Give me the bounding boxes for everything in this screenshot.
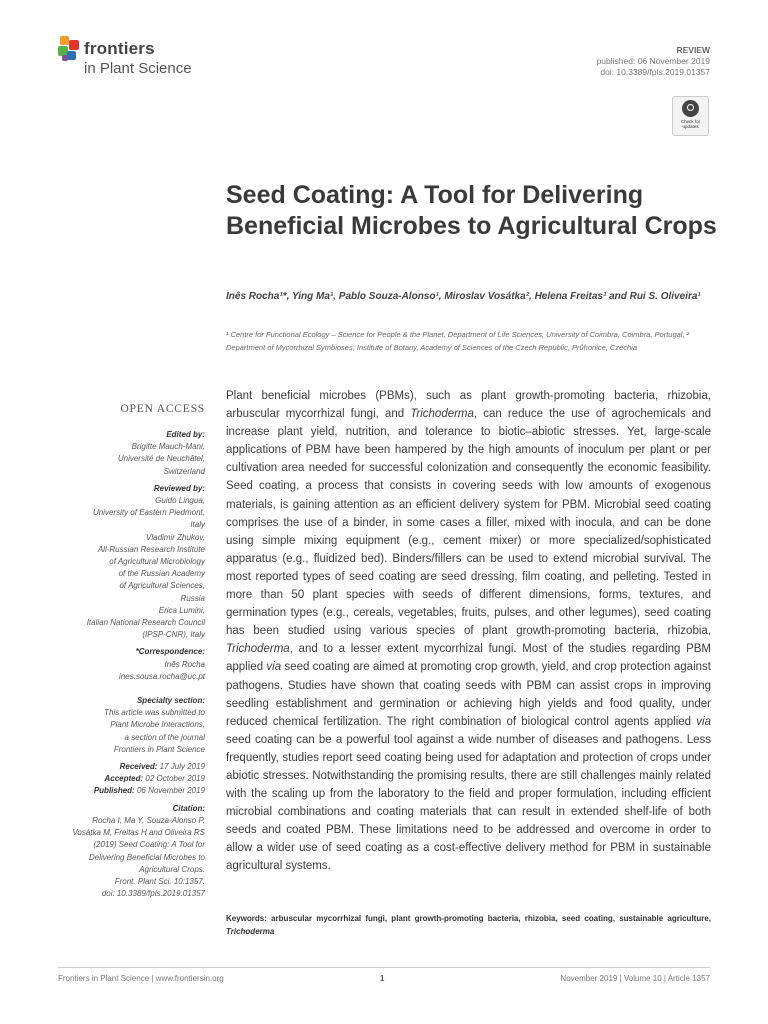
specialty-section-block (58, 695, 205, 756)
abstract-italic: via (696, 715, 711, 728)
frontiers-logo[interactable] (58, 36, 208, 86)
reviewer-line: (IPSP-CNR), Italy (142, 630, 205, 640)
check-updates-label: Check for updates (680, 119, 701, 129)
published-date: published: 06 November 2019 (596, 56, 710, 66)
editor-line: Université de Neuchâtel, (117, 454, 205, 464)
editor-line: Switzerland (163, 466, 205, 476)
reviewed-by-block (58, 483, 205, 642)
frontiers-logo-icon (58, 36, 82, 62)
keywords (226, 913, 711, 938)
correspondence-email[interactable]: ines.sousa.rocha@uc.pt (119, 671, 205, 681)
citation-doi[interactable]: doi: 10.3389/fpls.2019.01357 (101, 889, 205, 899)
accepted-date: 02 October 2019 (145, 774, 205, 784)
correspondence-name: Inês Rocha (164, 659, 205, 669)
check-updates-icon (682, 100, 699, 117)
footer-volume-info: November 2019 | Volume 10 | Article 1357 (560, 974, 710, 983)
received-date: 17 July 2019 (159, 762, 205, 772)
keywords-italic: Trichoderma (226, 926, 275, 936)
article-info-sidebar (58, 429, 205, 905)
reviewer-line: of Agricultural Sciences, (119, 581, 205, 591)
abstract-segment: Plant beneficial microbes (PBMs), such as plant growth-promoting bacteria, rhizobia, arbuscular mycorrhizal fungi, and (226, 390, 711, 421)
correspondence-label: *Correspondence: (135, 647, 205, 657)
reviewer-line: Italian National Research Council (86, 618, 205, 628)
abstract-italic: Trichoderma (410, 408, 474, 421)
article-header-meta (597, 45, 710, 78)
edited-by-label: Edited by: (166, 430, 205, 439)
reviewer-line: Italy (190, 520, 205, 530)
abstract-italic: via (266, 661, 282, 674)
reviewer-line: of Agricultural Microbiology (109, 557, 205, 567)
abstract-segment: seed coating are aimed at promoting crop growth, yield, and crop protection against pathogens. Studies have shown that coating seeds with PBM can assist crops in improving seedling establishment and germination or achieving high yields and food quality, under reduced chemical fertilization. The right combination of biological control agents applied (226, 661, 711, 728)
reviewer-line: Guido Lingua, (155, 496, 205, 506)
specialty-line: Frontiers in Plant Science (113, 744, 205, 754)
dates-block (58, 761, 205, 798)
open-access-label: OPEN ACCESS (120, 403, 205, 415)
specialty-line: a section of the journal (124, 732, 205, 742)
reviewer-line: Vladimir Zhukov, (146, 532, 205, 542)
journal-name: in Plant Science (84, 60, 192, 77)
citation-line: (2019) Seed Coating: A Tool for (93, 840, 205, 850)
edited-by-block (58, 429, 205, 478)
keywords-list: arbuscular mycorrhizal fungi, plant growth-promoting bacteria, rhizobia, seed coating, sustainable agriculture, (266, 914, 711, 923)
doi[interactable]: doi: 10.3389/fpls.2019.01357 (600, 67, 710, 77)
editor-line: Brigitte Mauch-Mani, (131, 442, 205, 452)
citation-line: Front. Plant Sci. 10:1357. (114, 876, 205, 886)
accepted-label: Accepted: (104, 774, 144, 784)
brand-name: frontiers (84, 39, 155, 58)
published-date-side: 06 November 2019 (136, 786, 205, 796)
reviewer-line: of the Russian Academy (118, 569, 205, 579)
reviewer-line: Erica Lumini, (158, 605, 205, 615)
reviewer-line: All-Russian Research Institute (97, 544, 205, 554)
specialty-line: Plant Microbe Interactions, (110, 720, 205, 730)
page-number: 1 (380, 974, 385, 983)
article-type: REVIEW (676, 45, 710, 55)
published-label: Published: (93, 786, 135, 796)
citation-line: Rocha I, Ma Y, Souza-Alonso P, (92, 815, 205, 825)
check-for-updates-badge[interactable] (672, 96, 709, 136)
abstract-italic: Trichoderma (226, 643, 290, 656)
article-title: Seed Coating: A Tool for Delivering Beneficial Microbes to Agricultural Crops (226, 181, 717, 240)
specialty-label: Specialty section: (136, 696, 205, 706)
citation-block (58, 803, 205, 901)
citation-line: Vosátka M, Freitas H and Oliveira RS (72, 828, 205, 838)
specialty-line: This article was submitted to (104, 708, 205, 718)
correspondence-block (58, 646, 205, 683)
abstract-segment: seed coating can be a powerful tool against a wide number of diseases and pathogens. Less frequently, studies report seed coating being used for adaptation and protection of crops under abiotic stresses. Notwithstanding the promising results, there are still challenges mainly related with the scaling up from the laboratory to the field and proper formulation, including efficient microbial combinations and coating materials that can result in extended shelf-life of both seeds and coated PBM. These limitations need to be addressed and overcome in order to allow a wider use of seed coating as a cost-effective delivery method for PBM in sustainable agricultural systems. (226, 733, 711, 873)
author-list[interactable]: Inês Rocha¹*, Ying Ma¹, Pablo Souza-Alonso¹, Miroslav Vosátka², Helena Freitas¹ and Rui S. Oliveira¹ (226, 291, 701, 302)
citation-line: Agricultural Crops. (139, 864, 205, 874)
reviewed-by-label: Reviewed by: (153, 483, 205, 493)
footer-divider (58, 967, 710, 968)
abstract-segment: , can reduce the use of agrochemicals and increase plant yield, nutrition, and tolerance to biotic–abiotic stresses. Yet, large-scale applications of PBM have been hampered by the high amounts of inoculum per plant or per cultivation area needed for successful colonization and consequently the economic feasibility. Seed coating, a process that consists in covering seeds with low amounts of exogenous materials, is gaining attention as an efficient delivery system for PBM. Microbial seed coating comprises the use of a binder, in some cases a filler, mixed with inocula, and can be done using simple mixing equipment (e.g., cement mixer) or more specialized/sophisticated apparatus (e.g., fluidized bed). Binders/fillers can be used to extend microbial survival. The most reported types of seed coating are seed dressing, film coating, and pelleting. Tested in more than 50 plant species with seeds of different dimensions, forms, textures, and germination types (e.g., cereals, vegetables, fruits, pulses, and other legumes), seed coating has been studied using various species of plant growth-promoting bacteria, rhizobia, (226, 408, 711, 638)
affiliations: ¹ Centre for Functional Ecology – Science for People & the Planet, Department of Life Sciences, University of Coimbra, Coimbra, Portugal, ² Department of Mycorrhizal Symbioses, Institute of Botany, Academy of Sciences of the Czech Republic, Průhonice, Czechia (226, 330, 690, 352)
reviewer-line: Russia (180, 593, 205, 603)
footer-journal-link[interactable]: Frontiers in Plant Science | www.frontiersin.org (58, 974, 224, 983)
reviewer-line: University of Eastern Piedmont, (92, 508, 205, 518)
citation-label: Citation: (172, 803, 205, 813)
keywords-label: Keywords: (226, 914, 267, 923)
abstract-text (226, 387, 711, 876)
abstract-segment: , and to a lesser extent mycorrhizal fungi. Most of the studies regarding PBM applied (226, 643, 711, 674)
received-label: Received: (119, 762, 158, 772)
citation-line: Delivering Beneficial Microbes to (88, 852, 205, 862)
